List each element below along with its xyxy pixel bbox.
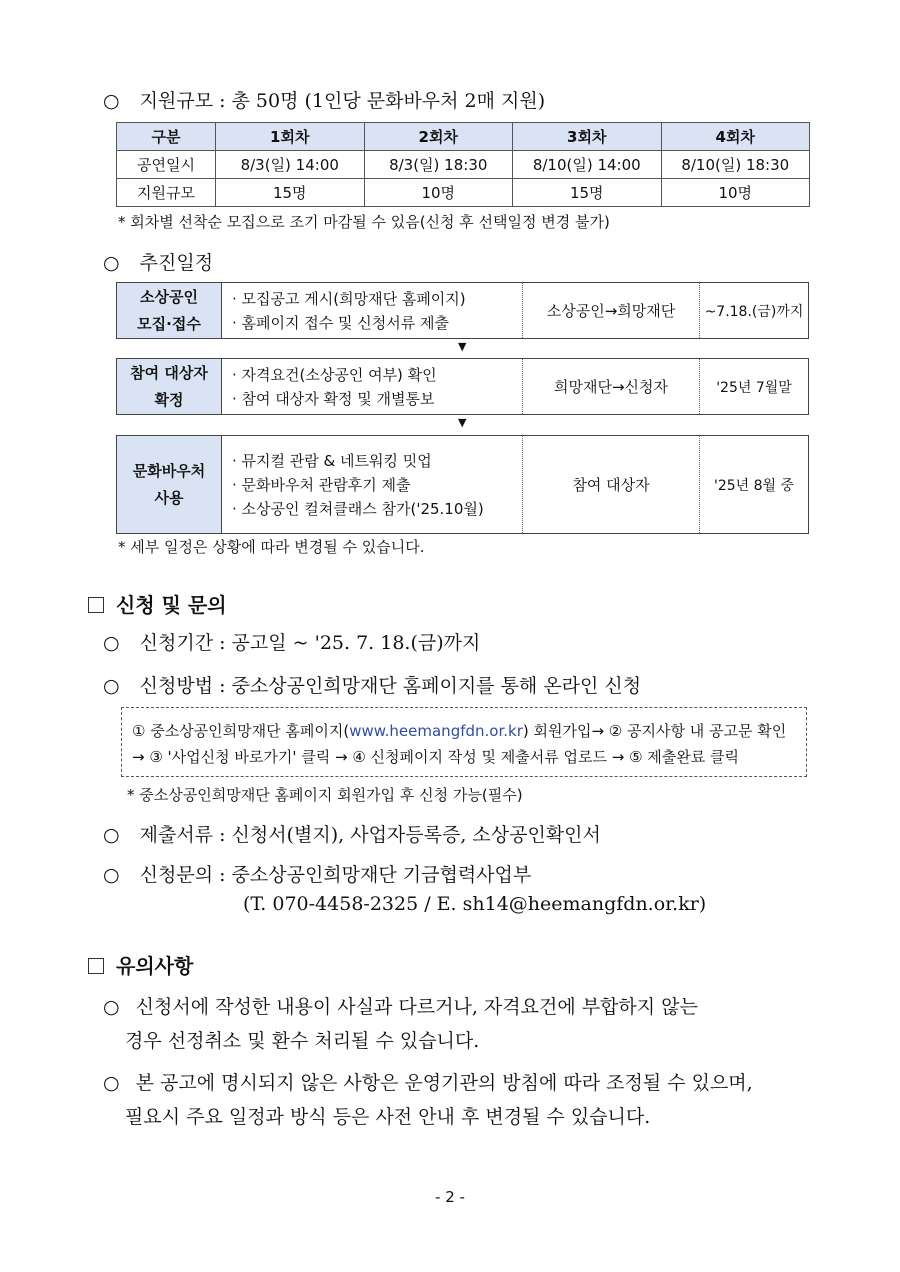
stage-who: 참여 대상자 — [523, 436, 700, 533]
apply-method-line — [103, 671, 641, 698]
page-number: - 2 - — [435, 1188, 465, 1206]
stage-label-line: 사용 — [154, 488, 184, 507]
support-scale-line — [103, 86, 545, 113]
steps-text: ) 회원가입→ ② 공지사항 내 공고문 확인 — [522, 722, 787, 740]
section-title-text: 유의사항 — [116, 954, 194, 978]
table-cell: 8/3(일) 18:30 — [364, 151, 513, 179]
apply-steps-line: → ③ '사업신청 바로가기' 클릭 → ④ 신청페이지 작성 및 제출서류 업로드 → ⑤ 제출완료 클릭 — [132, 748, 740, 766]
checkbox-square-icon — [88, 597, 104, 613]
notice-text: 신청서에 작성한 내용이 사실과 다르거나, 자격요건에 부합하지 않는 — [135, 996, 698, 1018]
support-note: * 회차별 선착순 모집으로 조기 마감될 수 있음(신청 후 선택일정 변경 불가) — [118, 213, 610, 231]
bullet: ○ — [103, 632, 120, 654]
task-item: · 자격요건(소상공인 여부) 확인 — [232, 365, 437, 384]
notice-item — [103, 1066, 818, 1134]
checkbox-square-icon — [88, 958, 104, 974]
table-header-cell: 3회차 — [513, 123, 662, 151]
task-item: · 홈페이지 접수 및 신청서류 제출 — [232, 313, 449, 332]
table-row — [117, 179, 810, 207]
table-cell: 8/3(일) 14:00 — [216, 151, 365, 179]
bullet: ○ — [103, 824, 120, 846]
table-header-cell: 2회차 — [364, 123, 513, 151]
table-cell: 10명 — [364, 179, 513, 207]
table-row — [117, 151, 810, 179]
notice-text: 필요시 주요 일정과 방식 등은 사전 안내 후 변경될 수 있습니다. — [125, 1106, 651, 1128]
support-scale-text: 지원규모 : 총 50명 (1인당 문화바우처 2매 지원) — [139, 90, 546, 112]
section-apply-title — [88, 589, 227, 618]
steps-text: ① 중소상공인희망재단 홈페이지( — [132, 722, 350, 740]
stage-tasks — [222, 436, 523, 533]
support-table — [116, 122, 810, 207]
documents-line — [103, 820, 601, 847]
stage-who: 희망재단→신청자 — [523, 359, 700, 414]
table-header-cell: 1회차 — [216, 123, 365, 151]
schedule-stage-recruit — [116, 282, 809, 339]
table-row-label: 지원규모 — [117, 179, 216, 207]
bullet: ○ — [103, 996, 120, 1018]
task-item: · 소상공인 컬쳐클래스 참가('25.10월) — [232, 499, 484, 518]
contact-line — [103, 860, 531, 887]
table-cell: 15명 — [216, 179, 365, 207]
notice-line — [103, 990, 818, 1024]
notice-item — [103, 990, 818, 1058]
stage-label-line: 소상공인 — [140, 287, 198, 306]
task-item: · 모집공고 게시(희망재단 홈페이지) — [232, 289, 466, 308]
down-arrow-icon: ▼ — [458, 340, 467, 353]
stage-label-line: 모집·접수 — [137, 314, 201, 333]
bullet: ○ — [103, 1072, 120, 1094]
section-title-text: 신청 및 문의 — [116, 593, 227, 617]
schedule-heading — [103, 248, 213, 275]
schedule-note: * 세부 일정은 상황에 따라 변경될 수 있습니다. — [118, 538, 425, 556]
table-cell: 8/10(일) 14:00 — [513, 151, 662, 179]
down-arrow-icon: ▼ — [458, 416, 467, 429]
task-item: · 문화바우처 관람후기 제출 — [232, 475, 411, 494]
schedule-stage-use — [116, 435, 809, 534]
table-cell: 15명 — [513, 179, 662, 207]
table-header-cell: 구분 — [117, 123, 216, 151]
stage-tasks — [222, 283, 523, 338]
stage-who: 소상공인→희망재단 — [523, 283, 700, 338]
table-cell: 10명 — [661, 179, 810, 207]
contact-detail: (T. 070-4458-2325 / E. sh14@heemangfdn.or.kr) — [243, 893, 707, 915]
task-item: · 참여 대상자 확정 및 개별통보 — [232, 389, 435, 408]
section-notice-title — [88, 950, 193, 979]
stage-tasks — [222, 359, 523, 414]
bullet: ○ — [103, 90, 120, 112]
table-cell: 8/10(일) 18:30 — [661, 151, 810, 179]
bullet: ○ — [103, 864, 120, 886]
table-header-row — [117, 123, 810, 151]
stage-when: '25년 8월 중 — [713, 477, 795, 494]
apply-steps-box — [121, 707, 807, 777]
apply-steps-line — [132, 718, 806, 744]
table-header-cell: 4회차 — [661, 123, 810, 151]
stage-when: ~7.18.(금)까지 — [704, 303, 804, 320]
task-item: · 뮤지컬 관람 & 네트워킹 밋업 — [232, 451, 432, 470]
apply-period: 신청기간 : 공고일 ~ '25. 7. 18.(금)까지 — [139, 632, 481, 654]
stage-label-line: 문화바우처 — [132, 461, 206, 480]
schedule-stage-confirm — [116, 358, 809, 415]
apply-method: 신청방법 : 중소상공인희망재단 홈페이지를 통해 온라인 신청 — [139, 675, 642, 697]
notice-text: 본 공고에 명시되지 않은 사항은 운영기관의 방침에 따라 조정될 수 있으며, — [135, 1072, 753, 1094]
bullet: ○ — [103, 252, 120, 274]
stage-label — [117, 436, 222, 533]
notice-line — [103, 1066, 818, 1100]
table-row-label: 공연일시 — [117, 151, 216, 179]
documents: 제출서류 : 신청서(별지), 사업자등록증, 소상공인확인서 — [139, 824, 601, 846]
homepage-link[interactable]: www.heemangfdn.or.kr — [349, 722, 523, 740]
stage-label — [117, 359, 222, 414]
stage-label — [117, 283, 222, 338]
notice-text: 경우 선정취소 및 환수 처리될 수 있습니다. — [125, 1030, 480, 1052]
apply-period-line — [103, 628, 480, 655]
contact: 신청문의 : 중소상공인희망재단 기금협력사업부 — [139, 864, 532, 886]
stage-label-line: 참여 대상자 — [130, 363, 208, 382]
apply-method-note: * 중소상공인희망재단 홈페이지 회원가입 후 신청 가능(필수) — [127, 786, 523, 804]
stage-when: '25년 7월말 — [716, 379, 792, 396]
stage-label-line: 확정 — [154, 390, 184, 409]
schedule-title: 추진일정 — [139, 252, 214, 274]
bullet: ○ — [103, 675, 120, 697]
